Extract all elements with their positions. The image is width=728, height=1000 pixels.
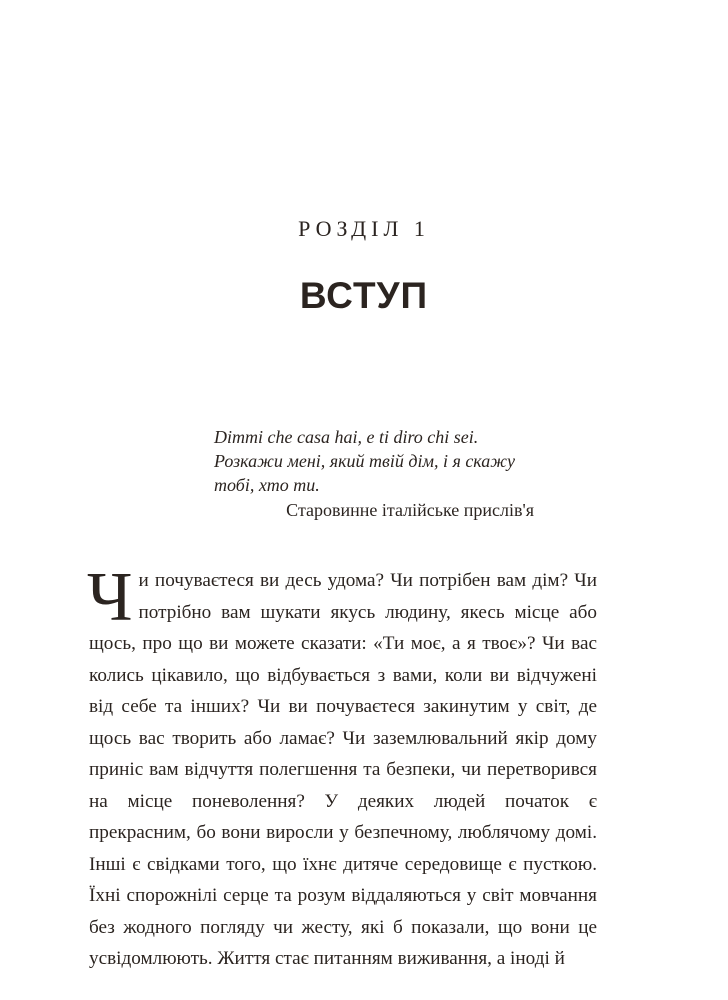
epigraph-italian-line: Dimmi che casa hai, e ti diro chi sei.	[214, 427, 479, 447]
epigraph-translation-line-1: Розкажи мені, який твій дім, і я скажу	[214, 451, 516, 471]
chapter-title: ВСТУП	[299, 275, 429, 316]
epigraph	[214, 425, 534, 522]
chapter-number: РОЗДІЛ 1	[298, 216, 430, 241]
body-paragraph-text: и почуваєтеся ви десь удома? Чи потрібен вам дім? Чи потрібно вам шукати якусь людину, якесь місце або щось, про що ви можете сказати: «Ти моє, а я твоє»? Чи вас колись цікавило, що відбувається з вами, коли ви відчужені від себе та інших? Чи ви почуваєтеся закинутим у світ, де щось вас творить або ламає? Чи заземлювальний якір дому приніс вам відчуття полегшення та безпеки, чи перетворився на місце поневолення? У деяких людей початок є прекрасним, бо вони виросли у безпечному, люблячому домі. Інші є свідками того, що їхнє дитяче середовище є пусткою. Їхні спорожнілі серце та розум віддаляються у світ мовчання без жодного погляду чи жесту, які б показали, що вони це усвідомлюють. Життя стає питанням виживання, а іноді й	[89, 570, 597, 969]
epigraph-source: Старовинне італійське прислів'я	[286, 500, 534, 520]
epigraph-translation-line-2: тобі, хто ти.	[214, 475, 320, 495]
drop-cap-letter: Ч	[87, 559, 133, 636]
body-paragraph	[87, 559, 597, 975]
